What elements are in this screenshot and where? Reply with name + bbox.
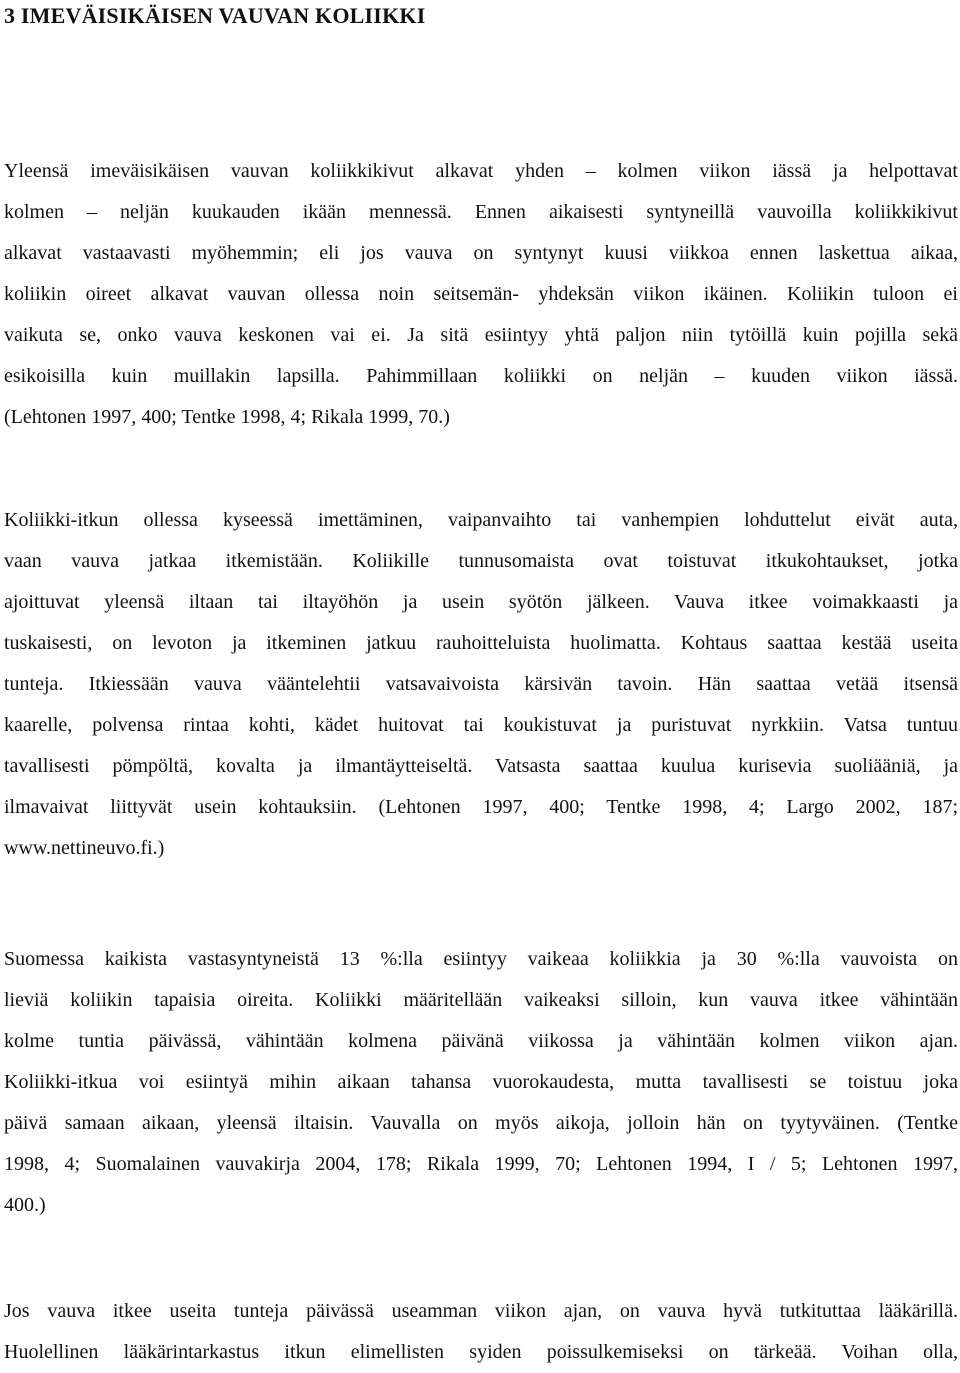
text-line: 400.) bbox=[4, 1194, 46, 1216]
text-line: vaikuta se, onko vauva keskonen vai ei. Ja sitä esiintyy yhtä paljon niin tytöillä kuin pojilla sekä bbox=[4, 324, 958, 346]
text-line: Koliikki-itkua voi esiintyä mihin aikaan tahansa vuorokaudesta, mutta tavallisesti se toistuu joka bbox=[4, 1071, 958, 1093]
text-line: (Lehtonen 1997, 400; Tentke 1998, 4; Rikala 1999, 70.) bbox=[4, 406, 450, 428]
text-line: ilmavaivat liittyvät usein kohtauksiin. (Lehtonen 1997, 400; Tentke 1998, 4; Largo 2002, 187; bbox=[4, 796, 958, 818]
text-line: päivä samaan aikaan, yleensä iltaisin. Vauvalla on myös aikoja, jolloin hän on tyytyväinen. (Tentke bbox=[4, 1112, 958, 1134]
chapter-heading: 3 IMEVÄISIKÄISEN VAUVAN KOLIIKKI bbox=[4, 3, 426, 28]
text-line: vaan vauva jatkaa itkemistään. Koliikille tunnusomaista ovat toistuvat itkukohtaukset, jotka bbox=[4, 550, 958, 572]
paragraph-symptoms bbox=[4, 500, 958, 869]
text-line: www.nettineuvo.fi.) bbox=[4, 837, 165, 859]
text-line: kolmen – neljän kuukauden ikään mennessä. Ennen aikaisesti syntyneillä vauvoilla koliikkikivut bbox=[4, 201, 958, 223]
text-line: kolme tuntia päivässä, vähintään kolmena päivänä viikossa ja vähintään kolmen viikon ajan. bbox=[4, 1030, 958, 1052]
paragraph-prevalence bbox=[4, 939, 958, 1226]
text-line: lieviä koliikin tapaisia oireita. Koliikki määritellään vaikeaksi silloin, kun vauva itkee vähintään bbox=[4, 989, 958, 1011]
text-line: alkavat vastaavasti myöhemmin; eli jos vauva on syntynyt kuusi viikkoa ennen laskettua aikaa, bbox=[4, 242, 958, 264]
text-line: koliikin oireet alkavat vauvan ollessa noin seitsemän- yhdeksän viikon ikäinen. Koliikin tuloon ei bbox=[4, 283, 958, 305]
text-line: tavallisesti pömpöltä, kovalta ja ilmantäytteiseltä. Vatsasta saattaa kuulua kurisevia suoliääniä, ja bbox=[4, 755, 958, 777]
text-line: Koliikki-itkun ollessa kyseessä imettäminen, vaipanvaihto tai vanhempien lohduttelut eivät auta, bbox=[4, 509, 958, 531]
text-line: esikoisilla kuin muillakin lapsilla. Pahimmillaan koliikki on neljän – kuuden viikon iässä. bbox=[4, 365, 958, 387]
text-line: Huolellinen lääkärintarkastus itkun elimellisten syiden poissulkemiseksi on tärkeää. Voihan olla, bbox=[4, 1341, 958, 1363]
text-line: tuskaisesti, on levoton ja itkeminen jatkuu rauhoitteluista huolimatta. Kohtaus saattaa kestää useita bbox=[4, 632, 958, 654]
text-line: Suomessa kaikista vastasyntyneistä 13 %:lla esiintyy vaikeaa koliikkia ja 30 %:lla vauvoista on bbox=[4, 948, 958, 970]
paragraph-onset-timing bbox=[4, 151, 958, 438]
text-line: 1998, 4; Suomalainen vauvakirja 2004, 178; Rikala 1999, 70; Lehtonen 1994, I / 5; Lehtonen 1997, bbox=[4, 1153, 958, 1175]
text-line: ajoittuvat yleensä iltaan tai iltayöhön ja usein syötön jälkeen. Vauva itkee voimakkaasti ja bbox=[4, 591, 958, 613]
text-line: Jos vauva itkee useita tunteja päivässä useamman viikon ajan, on vauva hyvä tutkituttaa lääkärillä. bbox=[4, 1300, 958, 1322]
paragraph-doctor-advice bbox=[4, 1291, 958, 1373]
text-line: Yleensä imeväisikäisen vauvan koliikkikivut alkavat yhden – kolmen viikon iässä ja helpottavat bbox=[4, 160, 958, 182]
text-line: tunteja. Itkiessään vauva vääntelehtii vatsavaivoista kärsivän tavoin. Hän saattaa vetää itsensä bbox=[4, 673, 958, 695]
text-line: kaarelle, polvensa rintaa kohti, kädet huitovat tai koukistuvat ja puristuvat nyrkkiin. Vatsa tuntuu bbox=[4, 714, 958, 736]
